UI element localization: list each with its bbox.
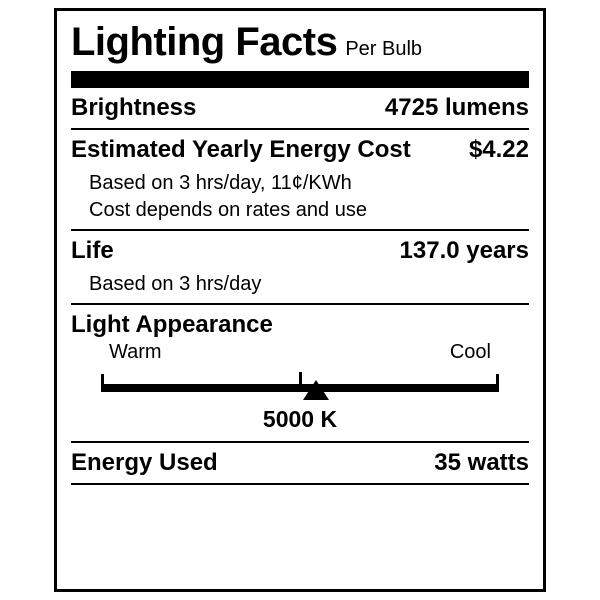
title-divider-bar xyxy=(71,71,529,88)
life-row xyxy=(71,231,529,271)
energy-cost-row xyxy=(71,130,529,170)
energy-used-value: 35 watts xyxy=(434,449,529,476)
label-footer-space xyxy=(71,485,529,555)
page-subtitle: Per Bulb xyxy=(345,38,423,60)
energy-cost-value: $4.22 xyxy=(468,136,529,163)
appearance-cool-label: Cool xyxy=(449,341,491,363)
energy-used-label: Energy Used xyxy=(71,449,218,476)
light-appearance-label: Light Appearance xyxy=(71,311,273,338)
life-note: Based on 3 hrs/day xyxy=(89,273,262,295)
life-label: Life xyxy=(71,237,114,264)
appearance-scale-tick-mid xyxy=(299,372,302,386)
appearance-scale-tick-left xyxy=(101,374,104,392)
appearance-warm-label: Warm xyxy=(109,341,162,363)
brightness-row xyxy=(71,88,529,128)
appearance-scale-ends xyxy=(71,341,529,366)
brightness-value: 4725 lumens xyxy=(384,94,529,121)
appearance-kelvin-value: 5000 K xyxy=(262,406,338,432)
energy-cost-label: Estimated Yearly Energy Cost xyxy=(71,136,411,163)
energy-used-row xyxy=(71,443,529,483)
brightness-label: Brightness xyxy=(71,94,197,121)
life-value: 137.0 years xyxy=(399,237,529,264)
label-title-row xyxy=(71,11,529,63)
lighting-facts-label xyxy=(54,8,546,592)
page-title: Lighting Facts xyxy=(71,20,338,64)
energy-cost-note-rates: Cost depends on rates and use xyxy=(89,199,367,221)
label-inner xyxy=(57,11,543,555)
appearance-scale-tick-right xyxy=(496,374,499,392)
appearance-scale xyxy=(101,370,499,404)
energy-cost-note-basis: Based on 3 hrs/day, 11¢/KWh xyxy=(89,172,352,194)
appearance-scale-marker xyxy=(303,380,329,400)
